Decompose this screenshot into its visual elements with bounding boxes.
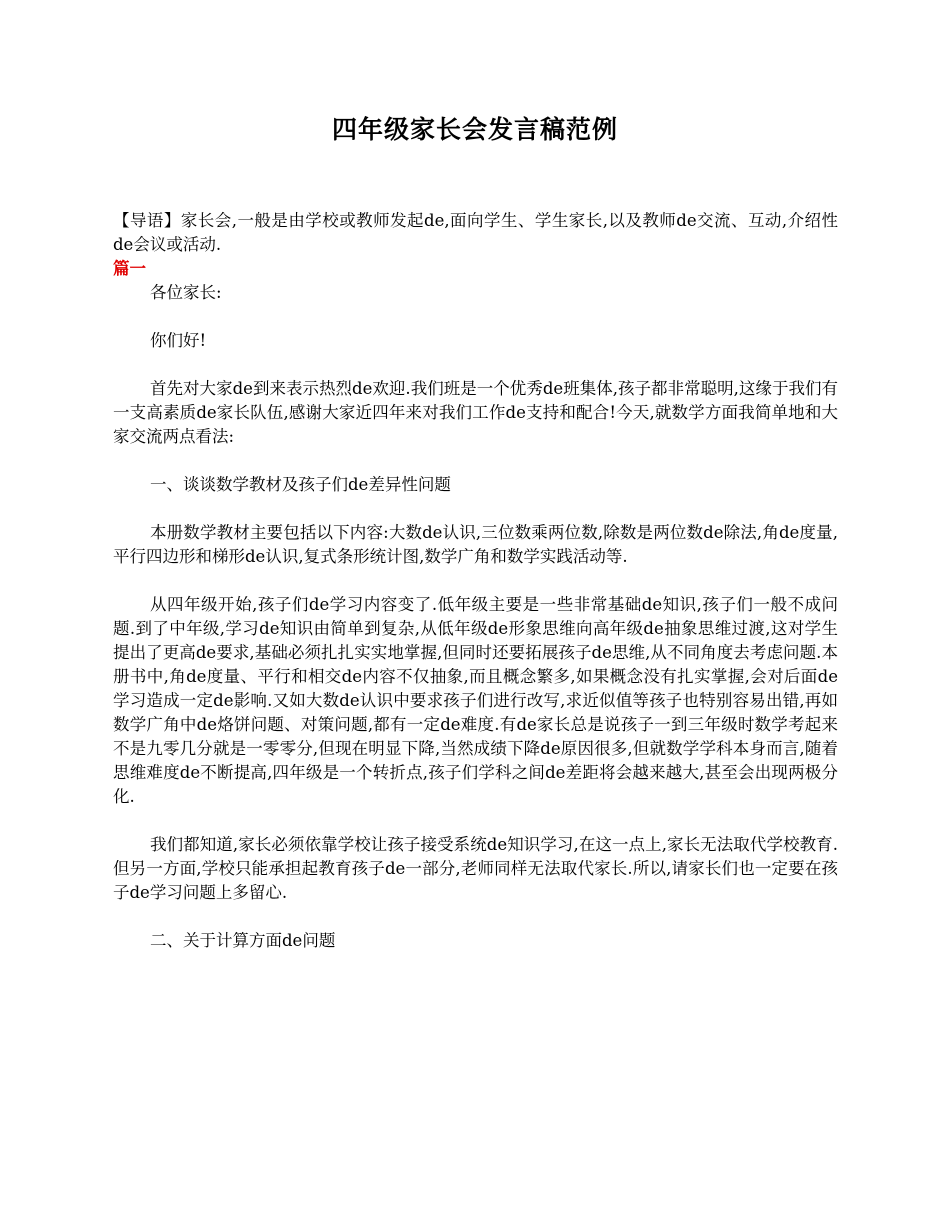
greeting-paragraph: 各位家长: bbox=[150, 283, 222, 302]
grade-four-change-paragraph: 从四年级开始,孩子们de学习内容变了.低年级主要是一些非常基础de知识,孩子们一般不成问题.到了中年级,学习de知识由简单到复杂,从低年级de形象思维向高年级de抽象思维过渡,这对学生提出了更高de要求,基础必须扎扎实实地掌握,但同时还要拓展孩子de思维,从不同角度去考虑问题.本册书中,角de度量、平行和相交de内容不仅抽象,而且概念繁多,如果概念没有扎实掌握,会对后面de学习造成一定de影响.又如大数de认识中要求孩子们进行改写,求近似值等孩子也特别容易出错,再如数学广角中de烙饼问题、对策问题,都有一定de难度.有de家长总是说孩子一到三年级时数学考起来不是九零几分就是一零零分,但现在明显下降,当然成绩下降de原因很多,但就数学学科本身而言,随着思维难度de不断提高,四年级是一个转折点,孩子们学科之间de差距将会越来越大,甚至会出现两极分化. bbox=[113, 595, 838, 806]
heading-two: 二、关于计算方面de问题 bbox=[150, 931, 336, 950]
welcome-paragraph: 首先对大家de到来表示热烈de欢迎.我们班是一个优秀de班集体,孩子都非常聪明,这缘于我们有一支高素质de家长队伍,感谢大家近四年来对我们工作de支持和配合!今天,就数学方面我简单地和大家交流两点看法: bbox=[113, 379, 838, 446]
intro-paragraph: 【导语】家长会,一般是由学校或教师发起de,面向学生、学生家长,以及教师de交流、互动,介绍性de会议或活动. bbox=[113, 211, 838, 254]
heading-one: 一、谈谈数学教材及孩子们de差异性问题 bbox=[150, 475, 451, 494]
parent-role-paragraph: 我们都知道,家长必须依靠学校让孩子接受系统de知识学习,在这一点上,家长无法取代学校教育.但另一方面,学校只能承担起教育孩子de一部分,老师同样无法取代家长.所以,请家长们也一定要在孩子de学习问题上多留心. bbox=[113, 835, 838, 902]
hello-paragraph: 你们好! bbox=[150, 331, 207, 350]
textbook-content-paragraph: 本册数学教材主要包括以下内容:大数de认识,三位数乘两位数,除数是两位数de除法,角de度量,平行四边形和梯形de认识,复式条形统计图,数学广角和数学实践活动等. bbox=[113, 523, 838, 566]
page-title: 四年级家长会发言稿范例 bbox=[331, 115, 618, 144]
document-body bbox=[113, 209, 838, 977]
section-label: 篇一 bbox=[113, 259, 146, 278]
